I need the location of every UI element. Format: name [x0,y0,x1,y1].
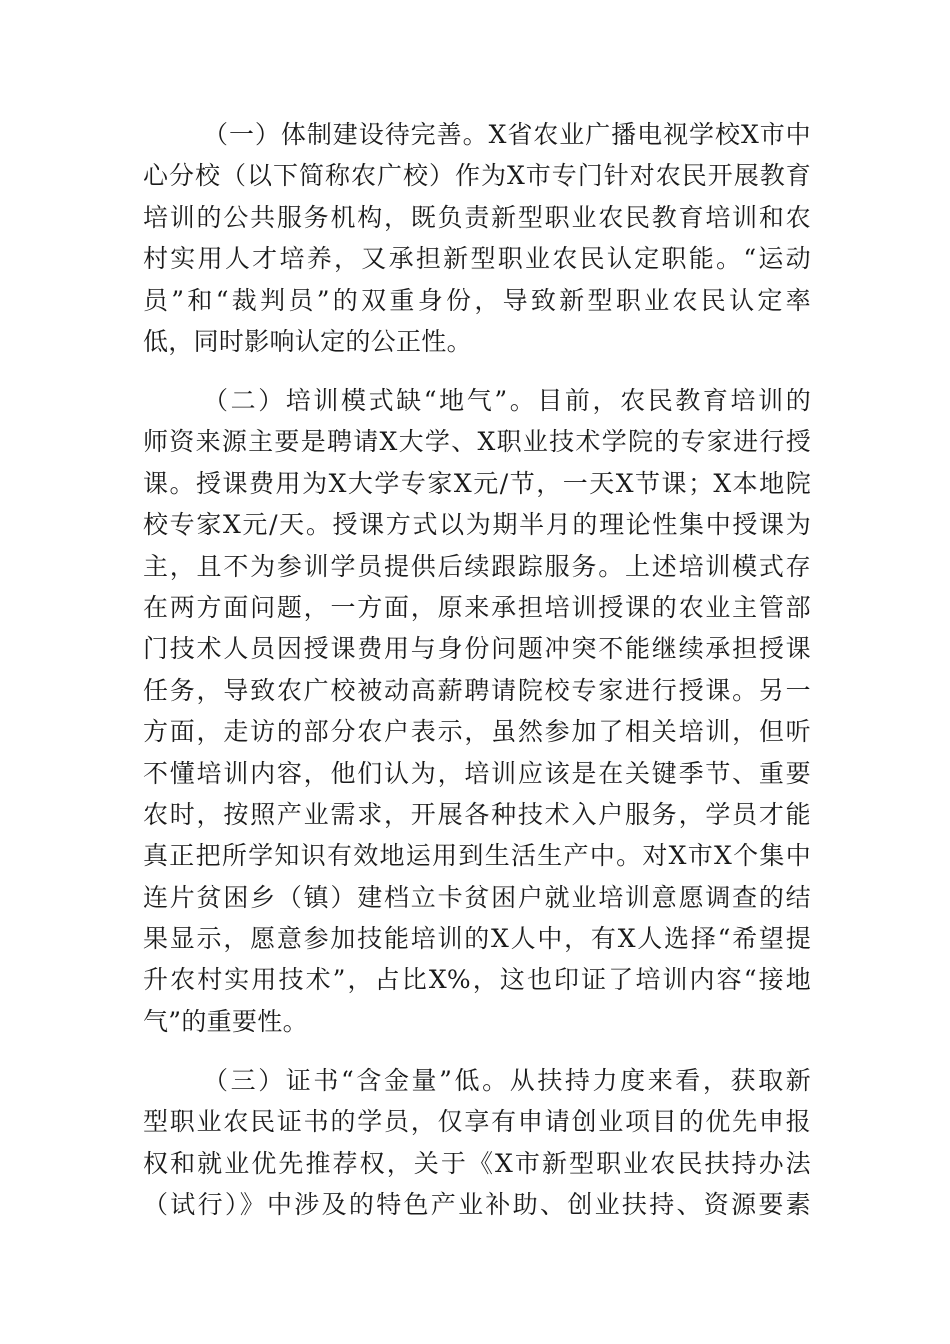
paragraph-training-model [143,380,811,1042]
paragraph-line: 校专家X元/天。授课方式以为期半月的理论性集中授课为 [143,510,811,540]
paragraph-line: 培训的公共服务机构，既负责新型职业农民教育培训和农 [143,202,811,232]
paragraph-certificate-value [143,1060,811,1226]
paragraph-line: 主，且不为参训学员提供后续跟踪服务。上述培训模式存 [143,551,811,581]
paragraph-line: 门技术人员因授课费用与身份问题冲突不能继续承担授课 [143,634,811,664]
paragraph-line: 员”和“裁判员”的双重身份，导致新型职业农民认定率 [143,285,811,315]
paragraph-line: 不懂培训内容，他们认为，培训应该是在关键季节、重要 [143,758,811,788]
paragraph-line: 权和就业优先推荐权，关于《X市新型职业农民扶持办法 [143,1148,811,1178]
paragraph-institutional-system [143,114,811,362]
paragraph-line: 气”的重要性。 [143,1006,308,1036]
paragraph-line: 师资来源主要是聘请X大学、X职业技术学院的专家进行授 [143,427,811,457]
paragraph-line: 任务，导致农广校被动高薪聘请院校专家进行授课。另一 [143,675,811,705]
paragraph-line: （二）培训模式缺“地气”。目前，农民教育培训的 [203,386,811,415]
paragraph-line: 农时，按照产业需求，开展各种技术入户服务，学员才能 [143,799,811,829]
paragraph-line: （一）体制建设待完善。X省农业广播电视学校X市中 [203,120,811,149]
paragraph-line: （三）证书“含金量”低。从扶持力度来看，获取新 [203,1066,811,1095]
paragraph-line: 心分校（以下简称农广校）作为X市专门针对农民开展教育 [143,161,811,191]
paragraph-line: 升农村实用技术”，占比X%，这也印证了培训内容“接地 [143,965,811,995]
paragraph-line: 真正把所学知识有效地运用到生活生产中。对X市X个集中 [143,841,811,871]
paragraph-line: 课。授课费用为X大学专家X元/节，一天X节课；X本地院 [143,468,811,498]
paragraph-line: 村实用人才培养，又承担新型职业农民认定职能。“运动 [143,244,811,274]
paragraph-line: 低，同时影响认定的公正性。 [143,326,472,356]
paragraph-line: 型职业农民证书的学员，仅享有申请创业项目的优先申报 [143,1107,811,1137]
paragraph-line: 果显示，愿意参加技能培训的X人中，有X人选择“希望提 [143,924,811,954]
paragraph-line: 连片贫困乡（镇）建档立卡贫困户就业培训意愿调查的结 [143,882,811,912]
paragraph-line: 方面，走访的部分农户表示，虽然参加了相关培训，但听 [143,717,811,747]
paragraph-line: 在两方面问题，一方面，原来承担培训授课的农业主管部 [143,592,811,622]
paragraph-line: （试行）》中涉及的特色产业补助、创业扶持、资源要素 [143,1190,811,1220]
